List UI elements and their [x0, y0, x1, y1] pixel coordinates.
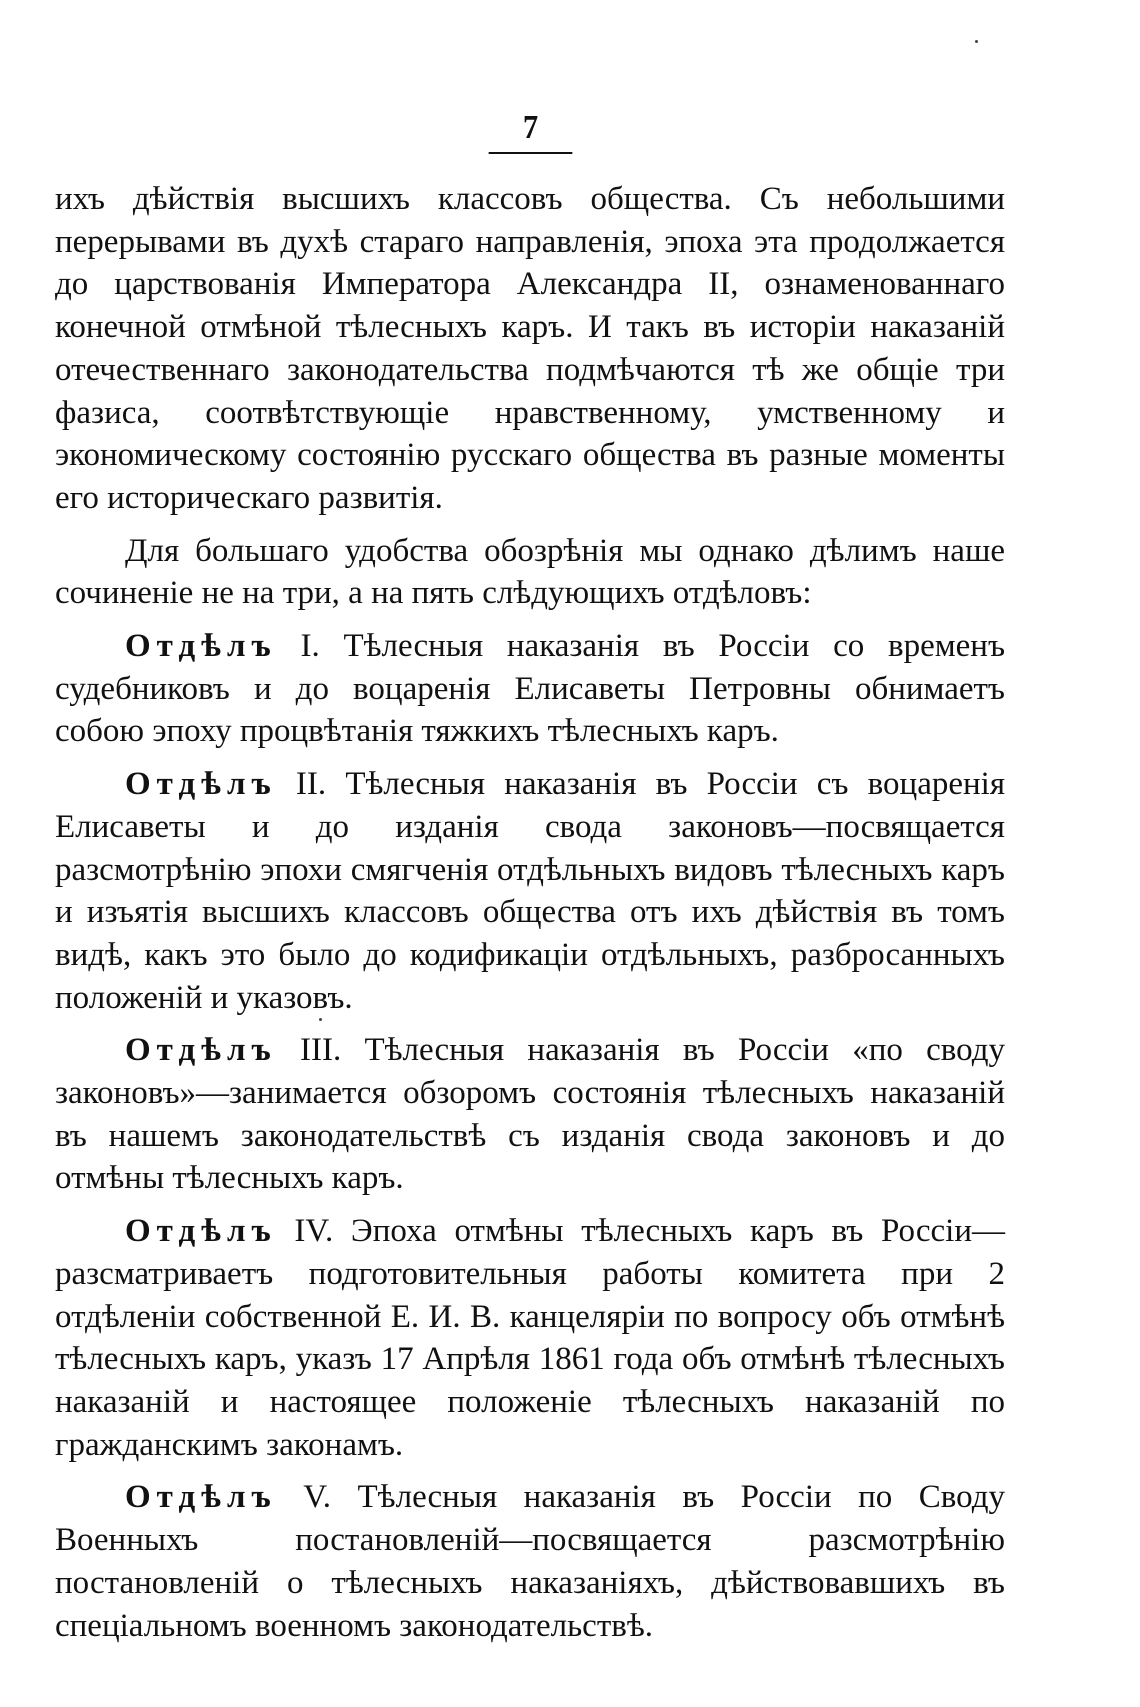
section-label: Отдѣлъ: [125, 628, 277, 665]
section-text: III. Тѣлесныя наказанія въ Россіи «по своду законовъ»—занимается обзоромъ состоянія тѣлесныхъ наказаній въ нашемъ законодательствѣ съ изданія свода законовъ и до отмѣны тѣлесныхъ каръ.: [55, 1032, 1005, 1197]
page-header: [55, 108, 1005, 154]
book-page: [55, 0, 1005, 1707]
section-text: I. Тѣлесныя наказанія въ Россіи со временъ судебниковъ и до воцаренія Елисаветы Петровны обнимаетъ собою эпоху процвѣтанія тяжкихъ тѣлесныхъ каръ.: [55, 628, 1006, 750]
section-label: Отдѣлъ: [125, 1479, 277, 1516]
paragraph-intro-continuation: [55, 178, 1005, 520]
paragraph-section-4: [55, 1210, 1005, 1466]
paragraph-division-overview: [55, 530, 1005, 615]
section-label: Отдѣлъ: [125, 766, 277, 803]
section-text: II. Тѣлесныя наказанія въ Россіи съ воцаренія Елисаветы и до изданія свода законовъ—посвящается разсмотрѣнію эпохи смягченія отдѣльныхъ видовъ тѣлесныхъ каръ и изъятія высшихъ классовъ общества отъ ихъ дѣйствія въ томъ видѣ, какъ это было до кодификаціи отдѣльныхъ, разбросанныхъ положеній и указовъ.: [55, 766, 1006, 1016]
paragraph-section-1: [55, 625, 1005, 753]
print-speck: [319, 1018, 322, 1021]
body-text: [55, 178, 1005, 1647]
paragraph-section-2: [55, 763, 1005, 1019]
print-speck: [975, 40, 978, 43]
paragraph-text: Для большаго удобства обозрѣнія мы однако дѣлимъ наше сочиненіе не на три, а на пять слѣдующихъ отдѣловъ:: [55, 532, 1005, 612]
section-label: Отдѣлъ: [125, 1213, 277, 1250]
section-text: V. Тѣлесныя наказанія въ Россіи по Своду Военныхъ постановленій—посвящается разсмотрѣнію постановленій о тѣлесныхъ наказаніяхъ, дѣйствовавшихъ въ спеціальномъ военномъ законодательствѣ.: [55, 1479, 1006, 1644]
section-text: IV. Эпоха отмѣны тѣлесныхъ каръ въ Россіи—разсматриваетъ подготовительныя работы комитета при 2 отдѣленіи собственной Е. И. В. канцеляріи по вопросу объ отмѣнѣ тѣлесныхъ каръ, указъ 17 Апрѣля 1861 года объ отмѣнѣ тѣлесныхъ наказаній и настоящее положеніе тѣлесныхъ наказаній по гражданскимъ законамъ.: [55, 1213, 1005, 1463]
paragraph-text: ихъ дѣйствія высшихъ классовъ общества. Съ небольшими перерывами въ духѣ стараго направленія, эпоха эта продолжается до царствованія Императора Александра II, ознаменованнаго конечной отмѣной тѣлесныхъ каръ. И такъ въ исторіи наказаній отечественнаго законодательства подмѣчаются тѣ же общіе три фазиса, соотвѣтствующіе нравственному, умственному и экономическому состоянію русскаго общества въ разные моменты его историческаго развитія.: [55, 181, 1005, 516]
section-label: Отдѣлъ: [125, 1032, 277, 1069]
paragraph-section-5: [55, 1476, 1005, 1647]
page-number: 7: [488, 108, 572, 154]
paragraph-section-3: [55, 1029, 1005, 1200]
